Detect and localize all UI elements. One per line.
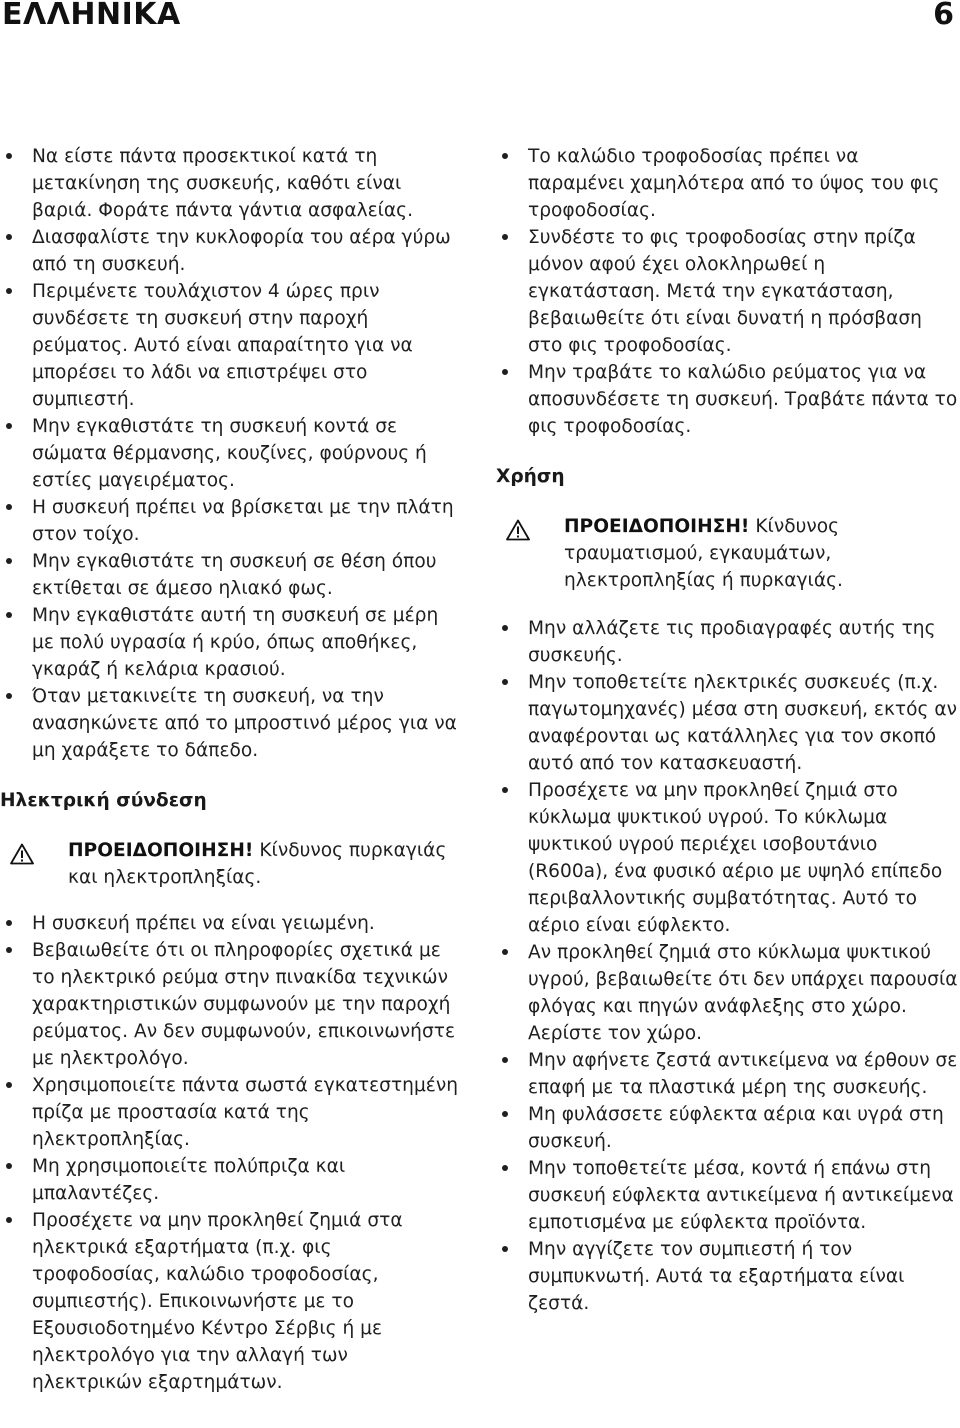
list-item: Μην τοποθετείτε ηλεκτρικές συσκευές (π.χ. παγωτομηχανές) μέσα στη συσκευή, εκτός αν αναφέρονται ως κατάλληλες για τον σκοπό αυτό από τον κατασκευαστή. [496,669,958,777]
bullet-list [0,910,462,1396]
list-item: Χρησιμοποιείτε πάντα σωστά εγκατεστημένη πρίζα με προστασία κατά της ηλεκτροπληξίας. [0,1072,462,1153]
section-heading-usage: Χρήση [496,466,565,487]
list-item: Μην αλλάζετε τις προδιαγραφές αυτής της συσκευής. [496,615,958,669]
list-item: Προσέχετε να μην προκληθεί ζημιά στα ηλεκτρικά εξαρτήματα (π.χ. φις τροφοδοσίας, καλώδιο τροφοδοσίας, συμπιεστής). Επικοινωνήστε με το Εξουσιοδοτημένο Κέντρο Σέρβις ή με ηλεκτρολόγο για την αλλαγή των ηλεκτρικών εξαρτημάτων. [0,1207,462,1396]
list-item: Μην αφήνετε ζεστά αντικείμενα να έρθουν σε επαφή με τα πλαστικά μέρη της συσκευής. [496,1047,958,1101]
list-item: Μην εγκαθιστάτε αυτή τη συσκευή σε μέρη με πολύ υγρασία ή κρύο, όπως αποθήκες, γκαράζ ή κελάρια κρασιού. [0,602,462,683]
list-item: Αν προκληθεί ζημιά στο κύκλωμα ψυκτικού υγρού, βεβαιωθείτε ότι δεν υπάρχει παρουσία φλόγας και πηγών ανάφλεξης στο χώρο. Αερίστε τον χώρο. [496,939,958,1047]
warning-text: Κίνδυνος πυρκαγιάς και ηλεκτροπληξίας. [68,840,447,888]
list-item: Μη χρησιμοποιείτε πολύπριζα και μπαλαντέζες. [0,1153,462,1207]
list-item: Να είστε πάντα προσεκτικοί κατά τη μετακίνηση της συσκευής, καθότι είναι βαριά. Φοράτε πάντα γάντια ασφαλείας. [0,143,462,224]
list-item: Περιμένετε τουλάχιστον 4 ώρες πριν συνδέσετε τη συσκευή στην παροχή ρεύματος. Αυτό είναι απαραίτητο για να μπορέσει το λάδι να επιστρέψει στο συμπιεστή. [0,278,462,413]
left-column [0,143,462,1396]
list-item: Βεβαιωθείτε ότι οι πληροφορίες σχετικά με το ηλεκτρικό ρεύμα στην πινακίδα τεχνικών χαρακτηριστικών συμφωνούν με την παροχή ρεύματος. Αν δεν συμφωνούν, επικοινωνήστε με ηλεκτρολόγο. [0,937,462,1072]
right-column [496,143,958,1317]
list-item: Μην τραβάτε το καλώδιο ρεύματος για να αποσυνδέσετε τη συσκευή. Τραβάτε πάντα το φις τροφοδοσίας. [496,359,958,440]
warning-block [0,837,462,891]
warning-triangle-icon [10,843,34,865]
warning-label: ΠΡΟΕΙΔΟΠΟΙΗΣΗ! [68,840,254,861]
bullet-list [496,143,958,440]
list-item: Διασφαλίστε την κυκλοφορία του αέρα γύρω από τη συσκευή. [0,224,462,278]
list-item: Προσέχετε να μην προκληθεί ζημιά στο κύκλωμα ψυκτικού υγρού. Το κύκλωμα ψυκτικού υγρού περιέχει ισοβουτάνιο (R600a), ένα φυσικό αέριο με υψηλό επίπεδο περιβαλλοντικής συμβατότητας. Αυτό το αέριο είναι εύφλεκτο. [496,777,958,939]
list-item: Μην τοποθετείτε μέσα, κοντά ή επάνω στη συσκευή εύφλεκτα αντικείμενα ή αντικείμενα εμποτισμένα με εύφλεκτα προϊόντα. [496,1155,958,1236]
warning-triangle-icon [506,519,530,541]
language-label: ΕΛΛΗΝΙΚΑ [2,0,181,32]
list-item: Μην εγκαθιστάτε τη συσκευή κοντά σε σώματα θέρμανσης, κουζίνες, φούρνους ή εστίες μαγειρέματος. [0,413,462,494]
list-item: Η συσκευή πρέπει να βρίσκεται με την πλάτη στον τοίχο. [0,494,462,548]
list-item: Το καλώδιο τροφοδοσίας πρέπει να παραμένει χαμηλότερα από το ύψος του φις τροφοδοσίας. [496,143,958,224]
list-item: Όταν μετακινείτε τη συσκευή, να την ανασηκώνετε από το μπροστινό μέρος για να μη χαράξετε το δάπεδο. [0,683,462,764]
bullet-list [0,143,462,764]
page-header [0,0,960,40]
section-heading-electrical: Ηλεκτρική σύνδεση [0,790,207,811]
list-item: Μην εγκαθιστάτε τη συσκευή σε θέση όπου εκτίθεται σε άμεσο ηλιακό φως. [0,548,462,602]
warning-block [496,513,958,594]
warning-text: Κίνδυνος τραυματισμού, εγκαυμάτων, ηλεκτροπληξίας ή πυρκαγιάς. [564,516,843,591]
bullet-list [496,615,958,1317]
list-item: Μη φυλάσσετε εύφλεκτα αέρια και υγρά στη συσκευή. [496,1101,958,1155]
page-number: 6 [933,0,954,32]
list-item: Η συσκευή πρέπει να είναι γειωμένη. [0,910,462,937]
list-item: Μην αγγίζετε τον συμπιεστή ή τον συμπυκνωτή. Αυτά τα εξαρτήματα είναι ζεστά. [496,1236,958,1317]
list-item: Συνδέστε το φις τροφοδοσίας στην πρίζα μόνον αφού έχει ολοκληρωθεί η εγκατάσταση. Μετά την εγκατάσταση, βεβαιωθείτε ότι είναι δυνατή η πρόσβαση στο φις τροφοδοσίας. [496,224,958,359]
warning-label: ΠΡΟΕΙΔΟΠΟΙΗΣΗ! [564,516,750,537]
